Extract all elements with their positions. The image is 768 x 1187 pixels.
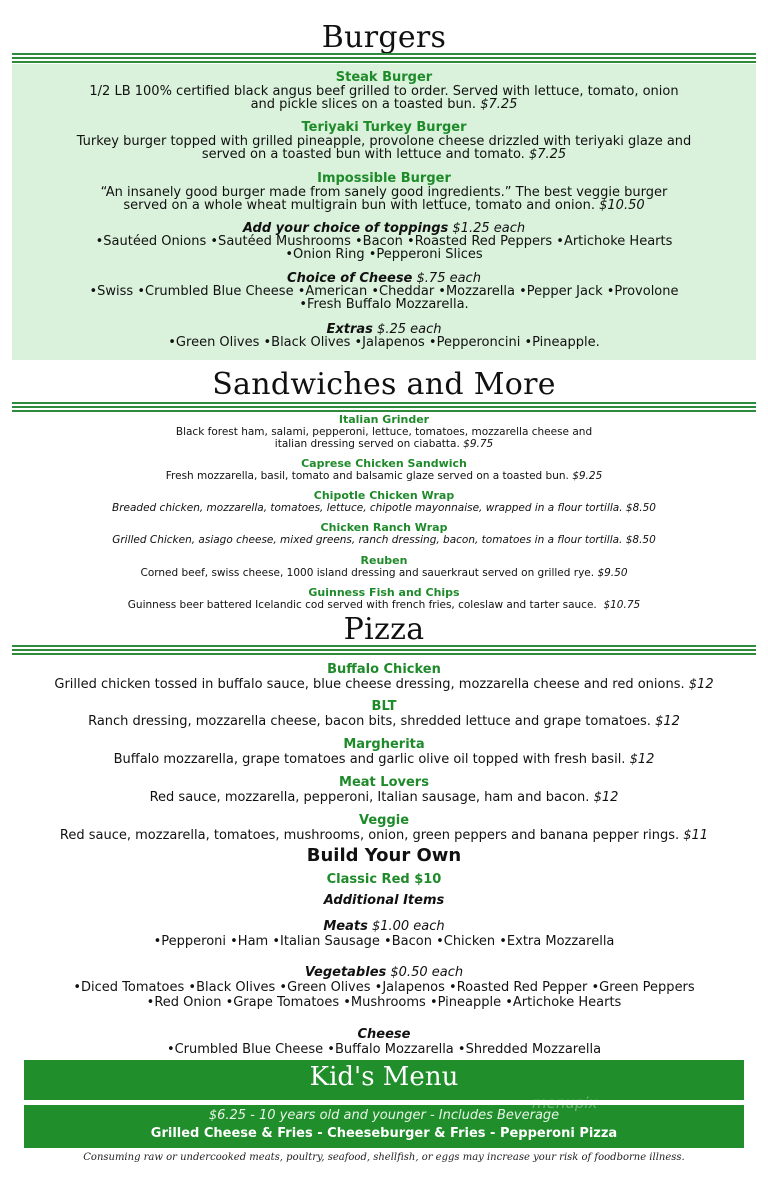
pizza-cheese-label: Cheese xyxy=(357,1027,411,1042)
item-name: Buffalo Chicken xyxy=(327,662,441,677)
item-price: $9.50 xyxy=(597,567,628,579)
item-name: Caprese Chicken Sandwich xyxy=(301,457,467,470)
cheese-label: Choice of Cheese xyxy=(287,271,413,286)
section-divider xyxy=(12,645,756,655)
meats-price: $1.00 each xyxy=(371,919,445,934)
menu-item-chicken-ranch-wrap xyxy=(20,522,748,546)
kids-menu-price-line: $6.25 - 10 years old and younger - Includes Beverage xyxy=(208,1108,560,1123)
item-desc: Corned beef, swiss cheese, 1000 island dressing and sauerkraut served on grilled rye. xyxy=(140,567,595,579)
item-desc: Guinness beer battered Icelandic cod served with french fries, coleslaw and tarter sauce. xyxy=(127,599,597,611)
toppings-list: •Onion Ring •Pepperoni Slices xyxy=(285,247,483,262)
menu-item-caprese-chicken-sandwich xyxy=(20,458,748,482)
foodborne-illness-disclaimer: Consuming raw or undercooked meats, poultry, seafood, shellfish, or eggs may increase your risk of foodborne illness. xyxy=(83,1152,685,1163)
item-price: $9.75 xyxy=(463,438,494,450)
item-price: $12 xyxy=(629,752,655,767)
toppings-list: •Sautéed Onions •Sautéed Mushrooms •Bacon •Roasted Red Peppers •Artichoke Hearts xyxy=(95,234,673,249)
menu-item-veggie xyxy=(20,813,748,843)
vegetables-list: •Red Onion •Grape Tomatoes •Mushrooms •Pineapple •Artichoke Hearts xyxy=(146,995,622,1010)
item-desc: and pickle slices on a toasted bun. xyxy=(250,97,477,112)
kids-menu-title: Kid's Menu xyxy=(309,1062,459,1092)
menu-item-italian-grinder xyxy=(20,414,748,450)
item-price: $9.25 xyxy=(572,470,603,482)
item-desc: served on a whole wheat multigrain bun with lettuce, tomato and onion. xyxy=(123,198,595,213)
item-desc: Red sauce, mozzarella, pepperoni, Italian sausage, ham and bacon. xyxy=(149,790,590,805)
menu-item-guinness-fish-and-chips xyxy=(20,587,748,611)
additional-items-label: Additional Items xyxy=(323,893,445,908)
item-desc: Grilled chicken tossed in buffalo sauce, blue cheese dressing, mozzarella cheese and red onions. xyxy=(54,677,685,692)
menu-item-steak-burger xyxy=(20,71,748,111)
toppings-block xyxy=(20,222,748,261)
item-desc: 1/2 LB 100% certified black angus beef grilled to order. Served with lettuce, tomato, onion xyxy=(89,84,679,99)
item-price: $10.75 xyxy=(603,599,641,611)
item-name: Margherita xyxy=(343,737,425,752)
extras-block xyxy=(20,323,748,349)
item-name: Teriyaki Turkey Burger xyxy=(301,120,467,135)
sandwiches-title: Sandwiches and More xyxy=(212,367,556,402)
additional-items xyxy=(20,893,748,908)
item-name: Italian Grinder xyxy=(338,413,430,426)
item-price: $11 xyxy=(683,828,709,843)
item-name: Chipotle Chicken Wrap xyxy=(313,489,455,502)
item-desc: Turkey burger topped with grilled pineapple, provolone cheese drizzled with teriyaki glaze and xyxy=(76,134,692,149)
item-desc: Black forest ham, salami, pepperoni, lettuce, tomatoes, mozzarella cheese and xyxy=(175,426,593,438)
section-divider xyxy=(12,402,756,412)
extras-list: •Green Olives •Black Olives •Jalapenos •Pepperoncini •Pineapple. xyxy=(168,335,600,350)
item-name: Veggie xyxy=(358,813,410,828)
toppings-price: $1.25 each xyxy=(452,221,526,236)
menu-item-teriyaki-turkey-burger xyxy=(20,121,748,161)
classic-red-label: Classic Red $10 xyxy=(326,872,442,887)
item-name: BLT xyxy=(371,699,397,714)
classic-red xyxy=(20,872,748,887)
item-desc: Breaded chicken, mozzarella, tomatoes, lettuce, chipotle mayonnaise, wrapped in a flour tortilla. xyxy=(112,502,623,514)
item-price: $12 xyxy=(593,790,619,805)
item-desc: Buffalo mozzarella, grape tomatoes and garlic olive oil topped with fresh basil. xyxy=(113,752,626,767)
section-divider xyxy=(12,53,756,63)
extras-price: $.25 each xyxy=(377,322,442,337)
item-desc: Red sauce, mozzarella, tomatoes, mushrooms, onion, green peppers and banana pepper rings. xyxy=(59,828,680,843)
menu-item-buffalo-chicken xyxy=(20,662,748,692)
item-price: $8.50 xyxy=(625,534,656,546)
pizza-cheese-list: •Crumbled Blue Cheese •Buffalo Mozzarella •Shredded Mozzarella xyxy=(166,1042,602,1057)
item-desc: served on a toasted bun with lettuce and tomato. xyxy=(201,147,525,162)
item-price: $8.50 xyxy=(625,502,656,514)
item-name: Guinness Fish and Chips xyxy=(308,586,460,599)
burgers-title: Burgers xyxy=(321,20,447,55)
kids-menu-items-line: Grilled Cheese & Fries - Cheeseburger & Fries - Pepperoni Pizza xyxy=(150,1126,618,1141)
menu-item-meat-lovers xyxy=(20,775,748,805)
menu-item-chipotle-chicken-wrap xyxy=(20,490,748,514)
meats-block xyxy=(20,919,748,949)
toppings-label: Add your choice of toppings xyxy=(242,221,449,236)
item-desc: Grilled Chicken, asiago cheese, mixed greens, ranch dressing, bacon, tomatoes in a flour tortilla. xyxy=(112,534,623,546)
item-desc: “An insanely good burger made from sanely good ingredients.” The best veggie burger xyxy=(100,185,668,200)
menu-item-reuben xyxy=(20,555,748,579)
item-name: Steak Burger xyxy=(335,70,433,85)
item-desc: Fresh mozzarella, basil, tomato and balsamic glaze served on a toasted bun. xyxy=(165,470,569,482)
vegetables-block xyxy=(20,965,748,1010)
pizza-cheese-block xyxy=(20,1027,748,1057)
watermark: menupix xyxy=(532,1094,598,1112)
item-name: Impossible Burger xyxy=(317,171,451,186)
item-desc: Ranch dressing, mozzarella cheese, bacon bits, shredded lettuce and grape tomatoes. xyxy=(88,714,651,729)
build-your-own-heading: Build Your Own xyxy=(306,845,462,866)
item-price: $10.50 xyxy=(599,198,645,213)
item-price: $12 xyxy=(655,714,680,729)
item-desc: italian dressing served on ciabatta. xyxy=(274,438,460,450)
item-price: $7.25 xyxy=(528,147,567,162)
cheese-price: $.75 each xyxy=(416,271,481,286)
cheese-block xyxy=(20,272,748,311)
meats-list: •Pepperoni •Ham •Italian Sausage •Bacon •Chicken •Extra Mozzarella xyxy=(153,934,615,949)
item-price: $12 xyxy=(688,677,714,692)
pizza-title: Pizza xyxy=(343,612,425,647)
item-name: Meat Lovers xyxy=(339,775,429,790)
menu-item-margherita xyxy=(20,737,748,767)
vegetables-list: •Diced Tomatoes •Black Olives •Green Olives •Jalapenos •Roasted Red Pepper •Green Peppers xyxy=(73,980,695,995)
extras-label: Extras xyxy=(326,322,373,337)
item-price: $7.25 xyxy=(480,97,518,112)
vegetables-label: Vegetables xyxy=(304,965,387,980)
cheese-list: •Swiss •Crumbled Blue Cheese •American •Cheddar •Mozzarella •Pepper Jack •Provolone xyxy=(89,284,679,299)
menu-item-impossible-burger xyxy=(20,172,748,212)
item-name: Reuben xyxy=(360,554,408,567)
menu-item-blt xyxy=(20,699,748,729)
vegetables-price: $0.50 each xyxy=(390,965,464,980)
cheese-list: •Fresh Buffalo Mozzarella. xyxy=(299,297,469,312)
meats-label: Meats xyxy=(323,919,368,934)
item-name: Chicken Ranch Wrap xyxy=(320,521,448,534)
